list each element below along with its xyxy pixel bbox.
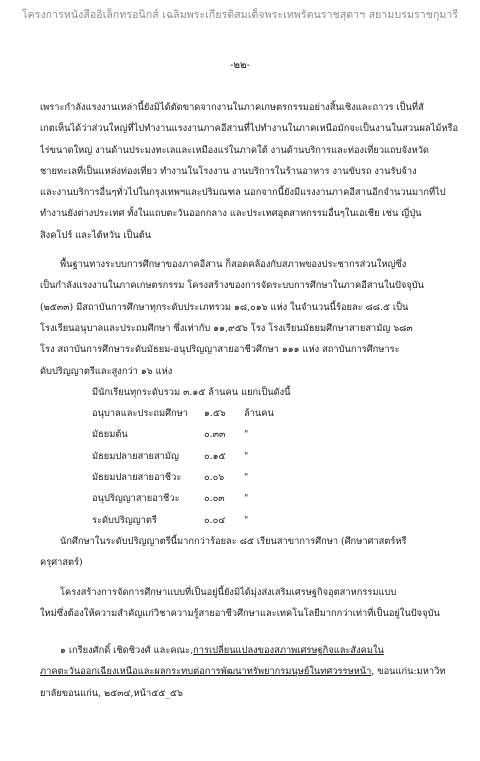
stat-label: มัธยมปลายสายสามัญ bbox=[92, 450, 179, 462]
text-line: ครุศาสตร์) bbox=[40, 557, 83, 569]
text-line: ดับปริญญาตรีและสูงกว่า ๑๖ แห่ง bbox=[40, 365, 173, 377]
text-line: ใหม่ซึ่งต้องให้ความสำคัญแก่วิชาความรู้สายอาชีวศึกษาและเทคโนโลยีมากกว่าเท่าที่เป็นอยู่ในปัจจุบัน bbox=[40, 607, 440, 619]
student-stats-intro: มีนักเรียนทุกระดับรวม ๓.๑๕ ล้านคน แยกเป็นดังนี้ bbox=[92, 386, 291, 398]
page-header-watermark: โครงการหนังสืออิเล็กทรอนิกส์ เฉลิมพระเกียรติสมเด็จพระเทพรัตนราชสุดาฯ สยามบรมราชกุมารี bbox=[21, 9, 459, 21]
footnote-author: เกรียงศักดิ์ เชิดชิวงศ์ และคณะ, bbox=[68, 645, 194, 657]
document-body bbox=[40, 97, 458, 704]
footnote-title: การเปลี่ยนแปลงของสภาพเศรษฐกิจและสังคมใน bbox=[193, 645, 384, 657]
paragraph-labor-migration bbox=[40, 97, 458, 246]
stat-row bbox=[40, 488, 458, 509]
page-number: -๒๒- bbox=[230, 60, 250, 71]
footnote-line: ยาลัยขอนแก่น, ๒๕๓๔,หน้า๕๕_๕๖ bbox=[40, 687, 183, 699]
text-line: สิงคโปร์ และไต้หวัน เป็นต้น bbox=[40, 229, 152, 241]
stat-value: ๑.๕๖ bbox=[204, 408, 226, 420]
text-line: เป็นกำลังแรงงานในภาคเกษตรกรรม โครงสร้างของการจัดระบบการศึกษาในภาคอีสานในปัจจุบัน bbox=[40, 280, 425, 292]
text-line: ไร่ขนาดใหญ่ งานด้านประมงทะเลและเหมืองแร่ในภาคใต้ งานด้านบริการและท่องเที่ยวแถบจังหวัด bbox=[40, 144, 429, 156]
text-line: (๒๕๓๓) มีสถาบันการศึกษาทุกระดับประเภทรวม ๑๘,๐๑๖ แห่ง ในจำนวนนี้ร้อยละ ๘๘.๕ เป็น bbox=[40, 301, 409, 313]
footnote-title: ภาคตะวันออกเฉียงเหนือและผลกระทบต่อการพัฒนาทรัพยากรมนุษย์ในทศวรรษหน้า bbox=[40, 666, 372, 678]
footnote-marker: ๑ bbox=[60, 645, 66, 657]
paragraph-education-system bbox=[40, 254, 458, 382]
text-line: ชายทะเลที่เป็นแหล่งท่องเที่ยว ทำงานในโรงงาน งานบริการในร้านอาหาร งานขับรถ งานรับจ้าง bbox=[40, 165, 417, 177]
stat-unit: " bbox=[244, 429, 249, 441]
stat-label: มัธยมปลายสายอาชีวะ bbox=[92, 472, 182, 484]
footnote-line bbox=[40, 661, 458, 682]
stat-row bbox=[40, 424, 458, 445]
stat-unit: " bbox=[244, 472, 249, 484]
student-stats-list bbox=[40, 403, 458, 531]
text-line: โรง สถาบันการศึกษาระดับมัธยม-อนุปริญญาสายอาชีวศึกษา ๑๑๑ แห่ง สถาบันการศึกษาระ bbox=[40, 344, 400, 356]
stat-label: มัธยมต้น bbox=[92, 429, 128, 441]
text-line: ทำงานยังต่างประเทศ ทั้งในแถบตะวันออกกลาง และประเทศอุตสาหกรรมอื่นๆในเอเชีย เช่น ญี่ปุ่น bbox=[40, 208, 422, 220]
stat-unit: " bbox=[244, 514, 249, 526]
stat-row bbox=[40, 403, 458, 424]
text-line: โครงสร้างการจัดการศึกษาแบบที่เป็นอยู่นี้ยังมิได้มุ่งส่งเสริมเศรษฐกิจอุตสาหกรรมแบบ bbox=[60, 586, 397, 598]
text-line: เพราะกำลังแรงงานเหล่านี้ยังมิได้ตัดขาดจากงานในภาคเกษตรกรรมอย่างสิ้นเชิงและถาวร เป็นที่สั bbox=[40, 102, 424, 113]
stat-unit: " bbox=[244, 493, 249, 505]
footnote bbox=[40, 640, 458, 704]
stat-value: ๐.๓๓ bbox=[204, 429, 226, 441]
stat-unit: " bbox=[244, 450, 249, 462]
stat-unit: ล้านคน bbox=[244, 408, 274, 420]
text-line: โรงเรียนอนุบาลและประถมศึกษา ซึ่งเท่ากับ ๑๑,๙๕๖ โรง โรงเรียนมัธยมศึกษาสายสามัญ ๖๘๓ bbox=[40, 322, 413, 334]
stat-row bbox=[40, 446, 458, 467]
text-line: เกตเห็นได้ว่าส่วนใหญ่ที่ไปทำงานแรงงานภาคอีสานที่ไปทำงานในภาคเหนือมักจะเป็นงานในสวนผลไม้หรือ bbox=[40, 123, 458, 135]
paragraph-education-structure bbox=[40, 582, 458, 625]
stat-label: ระดับปริญญาตรี bbox=[92, 514, 157, 526]
text-line: พื้นฐานทางระบบการศึกษาของภาคอีสาน ก็สอดคล้องกับสภาพของประชากรส่วนใหญ่ซึ่ง bbox=[60, 259, 407, 271]
stat-label: อนุปริญญาสายอาชีวะ bbox=[92, 493, 180, 505]
stat-label: อนุบาลและประถมศึกษา bbox=[92, 408, 188, 420]
stat-row bbox=[40, 467, 458, 488]
footnote-publisher: , ขอนแก่น:มหาวิท bbox=[371, 666, 446, 678]
paragraph-bachelor-students bbox=[40, 531, 458, 574]
footnote-line bbox=[40, 640, 458, 661]
stat-value: ๐.๐๖ bbox=[204, 472, 225, 484]
text-line: นักศึกษาในระดับปริญญาตรีนี้มากกว่าร้อยละ ๘๕ เรียนสาขาการศึกษา (ศึกษาศาสตร์หรื bbox=[60, 535, 407, 547]
stat-value: ๐.๑๕ bbox=[204, 450, 226, 462]
stat-value: ๐.๐๓ bbox=[204, 493, 225, 505]
text-line: และงานบริการอื่นๆทั่วไปในกรุงเทพฯและปริมณฑล นอกจากนี้ยังมีแรงงานภาคอีสานอีกจำนวนมากที่ไป bbox=[40, 187, 446, 199]
stat-value: ๐.๐๔ bbox=[204, 514, 226, 526]
stat-row bbox=[40, 510, 458, 531]
